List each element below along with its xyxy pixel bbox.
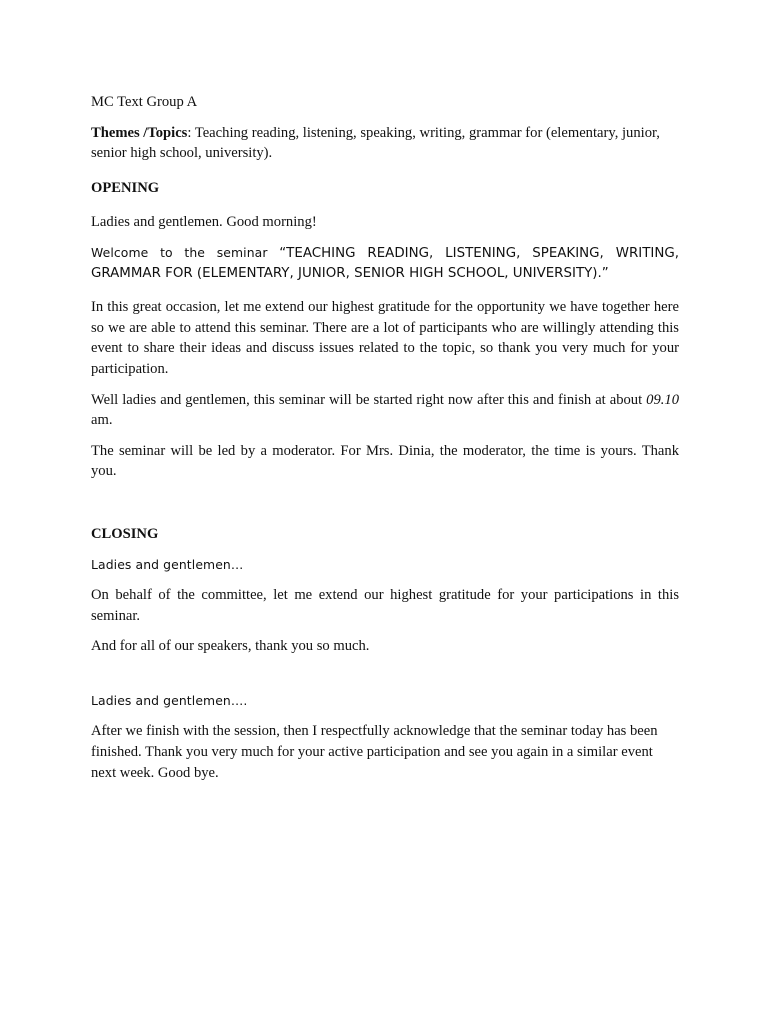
schedule-suffix: am. <box>91 412 113 429</box>
farewell-paragraph: After we finish with the session, then I respectfully acknowledge that the seminar today has been finished. Thank you very much for your active participation and see you again in a similar event next week. Good bye. <box>91 723 658 781</box>
opening-greeting: Ladies and gentlemen. Good morning! <box>91 214 317 231</box>
committee-paragraph: On behalf of the committee, let me extend our highest gratitude for your participations in this seminar. <box>91 587 679 624</box>
closing-address-1: Ladies and gentlemen… <box>91 556 244 572</box>
schedule-prefix: Well ladies and gentlemen, this seminar will be started right now after this and finish at about <box>91 391 647 408</box>
welcome-prefix: Welcome to the seminar <box>91 244 280 260</box>
themes-paragraph <box>91 123 679 164</box>
document-page <box>91 92 679 783</box>
seminar-title: “TEACHING READING, LISTENING, SPEAKING, WRITING, GRAMMAR FOR (ELEMENTARY, JUNIOR, SENIOR HIGH SCHOOL, UNIVERSITY).” <box>91 245 679 281</box>
themes-label: Themes /Topics <box>91 124 188 141</box>
opening-heading: OPENING <box>91 179 160 196</box>
closing-heading: CLOSING <box>91 525 159 542</box>
gratitude-paragraph: In this great occasion, let me extend our highest gratitude for the opportunity we have together here so we are able to attend this seminar. There are a lot of participants who are willingly attending this event to share their ideas and discuss issues related to the topic, so thank you very much for your participation. <box>91 299 679 377</box>
schedule-paragraph <box>91 390 679 431</box>
closing-address-2: Ladies and gentlemen…. <box>91 692 248 708</box>
document-title: MC Text Group A <box>91 94 198 110</box>
welcome-paragraph <box>91 243 679 283</box>
schedule-time: 09.10 <box>646 391 679 408</box>
moderator-paragraph: The seminar will be led by a moderator. For Mrs. Dinia, the moderator, the time is yours. Thank you. <box>91 442 679 480</box>
speakers-paragraph: And for all of our speakers, thank you so much. <box>91 638 370 655</box>
themes-text: : Teaching reading, listening, speaking, writing, grammar for (elementary, junior, senior high school, university). <box>91 124 660 162</box>
